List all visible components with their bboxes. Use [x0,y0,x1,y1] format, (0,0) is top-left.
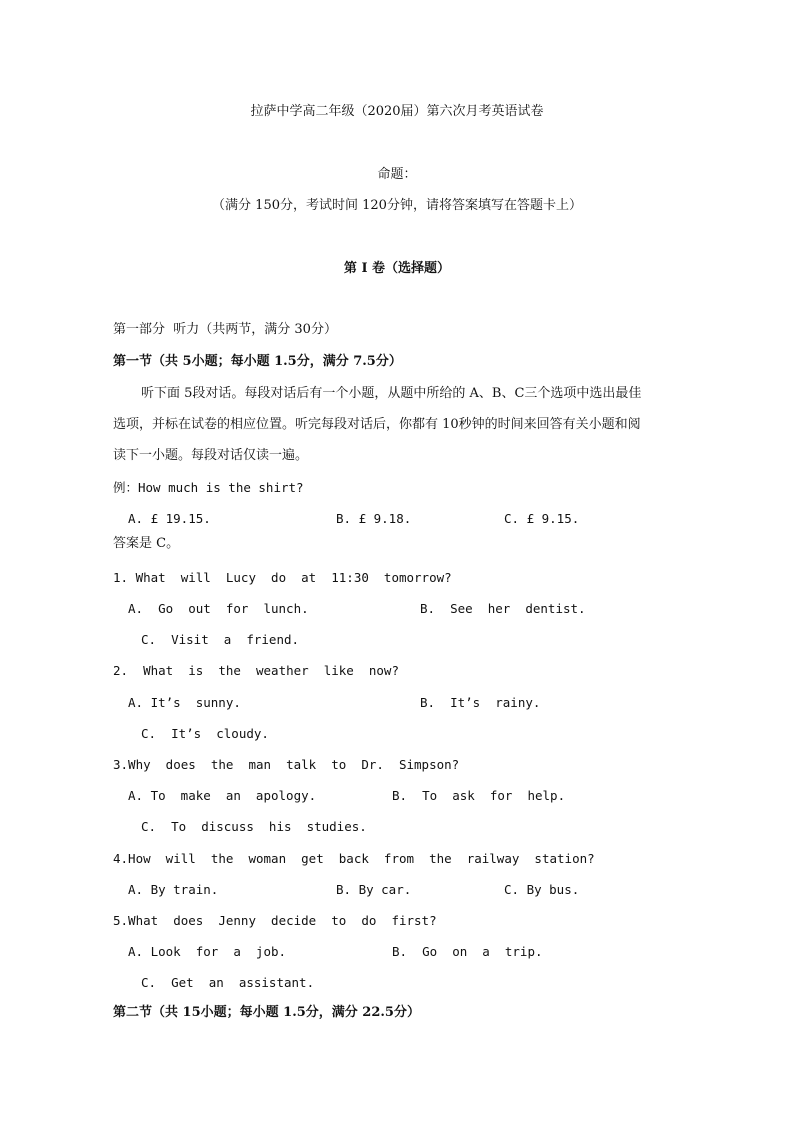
question-4-option-c: C. By bus. [504,882,580,897]
question-2-stem: 2. What is the weather like now? [113,663,399,678]
author-line: 命题： [377,167,417,182]
question-3-option-c: C. To discuss his studies. [141,819,367,834]
exam-instructions: （满分 150分，考试时间 120分钟，请将答案填写在答题卡上） [212,198,582,213]
question-3-option-b: B. To ask for help. [392,788,566,803]
question-5-option-b: B. Go on a trip. [392,944,543,959]
exam-title: 拉萨中学高二年级（2020届）第六次月考英语试卷 [250,104,544,119]
question-5-option-c: C. Get an assistant. [141,975,315,990]
question-4-option-b: B. By car. [336,882,412,897]
question-4-option-a: A. By train. [128,882,219,897]
directions-line-1: 听下面 5段对话。每段对话后有一个小题，从题中所给的 A、B、C三个选项中选出最佳 [141,386,642,401]
question-2-option-a: A. It’s sunny. [128,695,241,710]
example-option-a: A. £ 19.15. [128,511,211,526]
section1-heading: 第一节（共 5小题；每小题 1.5分，满分 7.5分） [113,354,402,369]
question-2-option-b: B. It’s rainy. [420,695,541,710]
question-1-option-c: C. Visit a friend. [141,632,300,647]
volume-title: 第 I 卷（选择题） [343,261,451,276]
example-question: 例：How much is the shirt? [113,480,304,495]
question-3-stem: 3.Why does the man talk to Dr. Simpson? [113,757,460,772]
question-1-stem: 1. What will Lucy do at 11:30 tomorrow? [113,570,452,585]
example-option-c: C. £ 9.15. [504,511,580,526]
question-4-stem: 4.How will the woman get back from the railway station? [113,851,595,866]
question-5-option-a: A. Look for a job. [128,944,287,959]
question-1-option-a: A. Go out for lunch. [128,601,309,616]
part1-heading: 第一部分 听力（共两节，满分 30分） [113,322,337,337]
directions-line-3: 读下一小题。每段对话仅读一遍。 [113,448,309,463]
question-1-option-b: B. See her dentist. [420,601,586,616]
section2-heading: 第二节（共 15小题；每小题 1.5分，满分 22.5分） [113,1005,420,1020]
question-3-option-a: A. To make an apology. [128,788,317,803]
directions-line-2: 选项，并标在试卷的相应位置。听完每段对话后，你都有 10秒钟的时间来回答有关小题和阅 [113,417,641,432]
question-5-stem: 5.What does Jenny decide to do first? [113,913,437,928]
example-option-b: B. £ 9.18. [336,511,412,526]
question-2-option-c: C. It’s cloudy. [141,726,269,741]
example-answer: 答案是 C。 [113,536,180,551]
